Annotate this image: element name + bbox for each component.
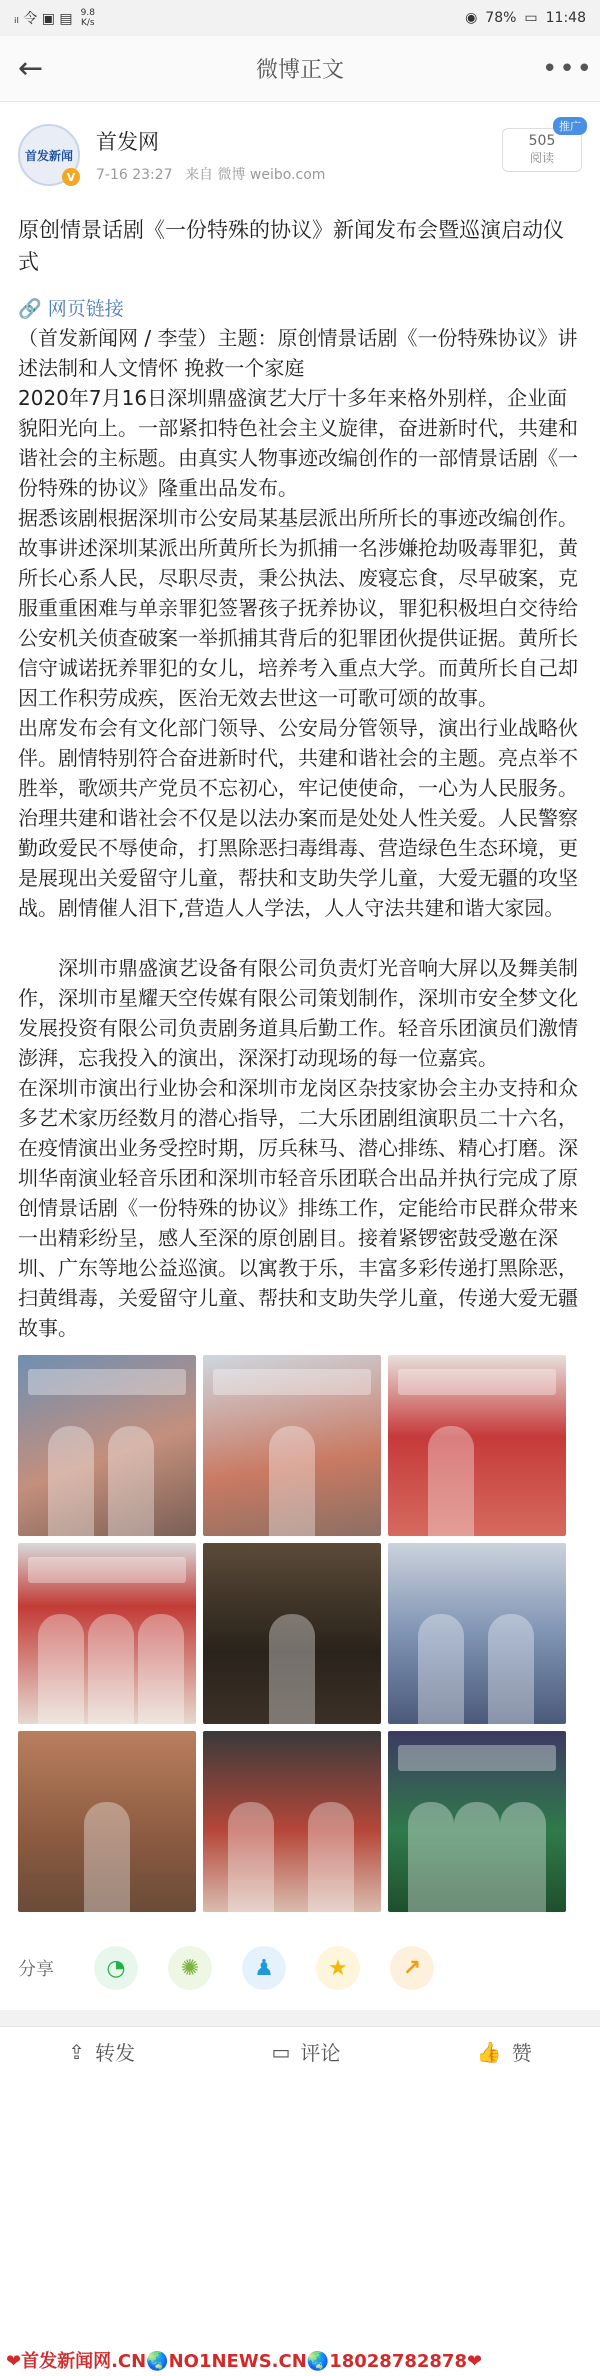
repost-label: 转发 [95, 2041, 135, 2065]
share-bar [0, 1920, 600, 2010]
photo-thumbnail[interactable] [388, 1355, 566, 1536]
like-button[interactable] [477, 2037, 532, 2066]
post-headline: 原创情景话剧《一份特殊的协议》新闻发布会暨巡演启动仪式 [18, 218, 564, 274]
paragraph: 据悉该剧根据深圳市公安局某基层派出所所长的事迹改编创作。故事讲述深圳某派出所黄所长为抓捕一名涉嫌抢劫吸毒罪犯，黄所长心系人民，尽职尽责，秉公执法、废寝忘食，尽早破案，克服重重困难与单亲罪犯签署孩子抚养协议，罪犯积极坦白交待给公安机关侦查破案一举抓捕其背后的犯罪团伙提供证据。黄所长信守诚诺抚养罪犯的女儿，培养考入重点大学。而黄所长自己却因工作积劳成疾，医治无效去世这一可歌可颂的故事。 [18, 506, 578, 710]
link-icon: 🔗 [18, 298, 42, 320]
thumbs-up-icon: 👍 [476, 2039, 502, 2064]
paragraph: 深圳市鼎盛演艺设备有限公司负责灯光音响大屏以及舞美制作，深圳市星耀天空传媒有限公司策划制作，深圳市安全梦文化发展投资有限公司负责剧务道具后勤工作。轻音乐团演员们激情澎湃，忘我投入的演出，深深打动现场的每一位嘉宾。 [18, 956, 578, 1070]
repost-icon: ⇪ [68, 2039, 85, 2064]
page-title: 微博正文 [255, 58, 344, 83]
like-label: 赞 [511, 2041, 532, 2065]
web-link-label: 网页链接 [47, 298, 124, 320]
author-name[interactable]: 首发网 [96, 130, 159, 154]
nav-bar [0, 36, 600, 102]
moments-icon[interactable]: ✺ [168, 1946, 212, 1990]
avatar-text: 首发新闻 [24, 148, 73, 163]
back-arrow-icon[interactable]: ← [18, 51, 44, 86]
divider [0, 2010, 600, 2026]
read-label: 阅读 [529, 151, 554, 165]
status-bar [0, 0, 600, 36]
battery-icon: ▭ [524, 10, 538, 26]
avatar[interactable] [18, 124, 80, 186]
qq-icon[interactable]: ♟ [242, 1946, 286, 1990]
post-header [0, 102, 600, 196]
post-source: 来自 微博 weibo.com [185, 167, 326, 183]
photo-thumbnail[interactable] [388, 1543, 566, 1724]
signal-icon: ᵢₗ 令 ▣ ▤ [14, 11, 73, 27]
clock: 11:48 [545, 10, 586, 26]
photo-thumbnail[interactable] [203, 1543, 381, 1724]
wechat-icon[interactable]: ◔ [94, 1946, 138, 1990]
paragraph: 出席发布会有文化部门领导、公安局分管领导，演出行业战略伙伴。剧情特别符合奋进新时代，共建和谐社会的主题。亮点举不胜举，歌颂共产党员不忘初心，牢记使使命，一心为人民服务。治理共建和谐社会不仅是以法办案而是处处人性关爱。人民警察勤政爱民不辱使命，打黑除恶扫毒缉毒、营造绿色生态环境，更是展现出关爱留守儿童，帮扶和支助失学儿童，大爱无疆的攻坚战。剧情催人泪下,营造人人学法，人人守法共建和谐大家园。 [18, 716, 578, 920]
action-bar [0, 2026, 600, 2076]
post-body [0, 323, 600, 1343]
paragraph: 在深圳市演出行业协会和深圳市龙岗区杂技家协会主办支持和众多艺术家历经数月的潜心指导，二大乐团剧组演职员二十六名，在疫情演出业务受控时期，厉兵秣马、潜心排练、精心打磨。深圳华南演业轻音乐团和深圳市轻音乐团联合出品并执行完成了原创情景话剧《一份特殊的协议》排练工作，定能给市民群众带来一出精彩纷呈，感人至深的原创剧目。接着紧锣密鼓受邀在深圳、广东等地公益巡演。以寓教于乐，丰富多彩传递打黑除恶，扫黄缉毒，关爱留守儿童、帮扶和支助失学儿童，传递大爱无疆故事。 [18, 1076, 578, 1340]
comment-label: 评论 [300, 2041, 341, 2065]
verified-badge-icon: V [62, 168, 80, 186]
watermark: ❤首发新闻网.CN🌏NO1NEWS.CN🌏18028782878❤ [0, 2344, 600, 2376]
photo-thumbnail[interactable] [388, 1731, 566, 1912]
eye-icon: ◉ [465, 10, 478, 26]
repost-button[interactable] [68, 2037, 135, 2066]
photo-thumbnail[interactable] [18, 1543, 196, 1724]
more-options-icon[interactable]: ••• [541, 53, 594, 84]
photo-grid [0, 1347, 600, 1920]
paragraph: （首发新闻网 / 李莹）主题：原创情景话剧《一份特殊协议》讲述法制和人文情怀 挽救一个家庭 [18, 326, 578, 380]
photo-thumbnail[interactable] [18, 1355, 196, 1536]
photo-thumbnail[interactable] [18, 1731, 196, 1912]
weibo-share-icon[interactable]: ↗ [390, 1946, 434, 1990]
read-count-box [502, 120, 582, 172]
photo-thumbnail[interactable] [203, 1731, 381, 1912]
comment-icon: ▭ [271, 2039, 291, 2064]
photo-thumbnail[interactable] [203, 1355, 381, 1536]
read-count: 505 [528, 133, 556, 149]
qzone-icon[interactable]: ★ [316, 1946, 360, 1990]
post-date: 7-16 23:27 [96, 167, 173, 183]
comment-button[interactable] [271, 2037, 340, 2066]
promotion-tag: 推广 [553, 117, 587, 135]
network-speed: 9.8 K/s [80, 8, 95, 28]
battery-level: 78% [485, 10, 517, 26]
paragraph: 2020年7月16日深圳鼎盛演艺大厅十多年来格外别样，企业面貌阳光向上。一部紧扣特色社会主义旋律，奋进新时代，共建和谐社会的主标题。由真实人物事迹改编创作的一部情景话剧《一份特殊的协议》隆重出品发布。 [18, 386, 578, 500]
web-link[interactable] [0, 286, 600, 323]
share-label: 分享 [18, 1959, 54, 1980]
